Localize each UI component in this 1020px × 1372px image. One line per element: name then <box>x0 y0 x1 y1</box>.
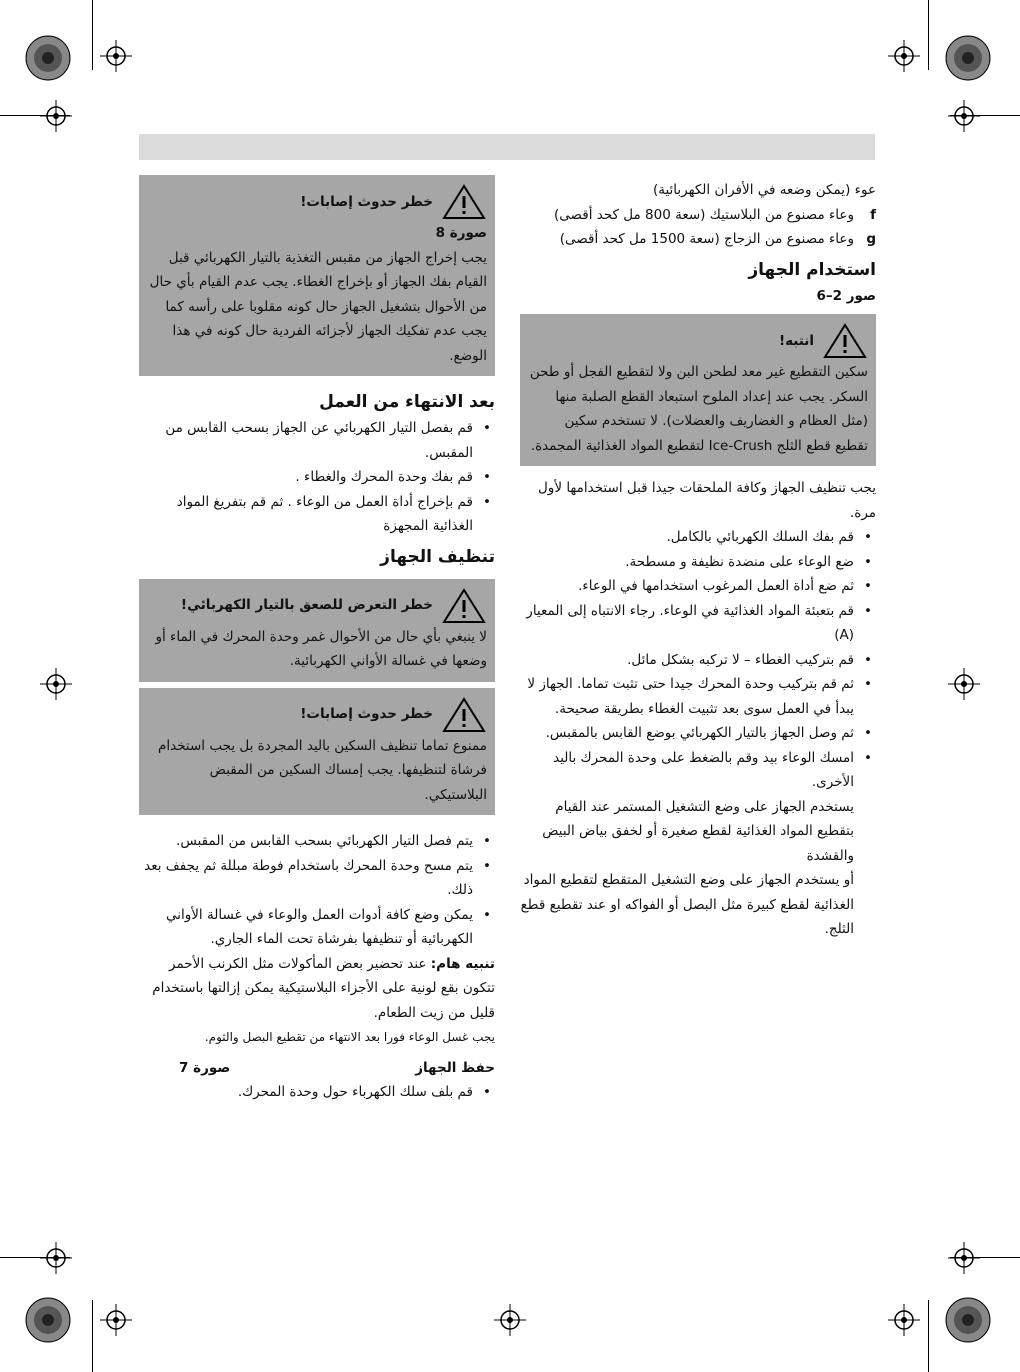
warning-triangle-icon <box>822 322 868 360</box>
list-item: • ثم وصل الجهاز بالتيار الكهربائي بوضع القابس بالمقبس. <box>520 721 876 746</box>
danger-title <box>147 696 487 734</box>
list-item: • ثم قم بتركيب وحدة المحرك جيدا حتى تثبت تماما. الجهاز لا يبدأ في العمل سوى بعد تثبيت الغطاء بطريقة صحيحة. <box>520 672 876 721</box>
color-wheel-icon <box>24 34 72 82</box>
list-item: • يتم مسح وحدة المحرك باستخدام فوطة مبللة ثم يجفف بعد ذلك. <box>139 854 495 903</box>
list-item: • قم بتعبئة المواد الغذائية في الوعاء. رجاء الانتباه إلى المعيار (A) <box>520 599 876 648</box>
color-wheel-icon <box>944 34 992 82</box>
registration-mark-icon <box>888 1304 920 1336</box>
registration-mark-icon <box>40 100 72 132</box>
danger-title-text: خطر حدوث إصابات! <box>300 193 433 210</box>
storage-heading <box>139 1056 495 1081</box>
warning-triangle-icon <box>441 696 487 734</box>
caution-box <box>520 314 876 466</box>
figure-ref: صورة 7 <box>179 1059 231 1076</box>
caution-body: سكين التقطيع غير معد لطحن البن ولا لتقطيع الفجل أو طحن السكر. يجب عند إعداد الملوح استبعاد القطع الصلبة منها (مثل العظام و الغضاريف والعضلات). لا تستخدم سكين تقطيع قطع الثلج Ice-Crush لتقطيع المواد الغذائية المجمدة. <box>529 364 868 454</box>
tip-label: تنبيه هام: <box>430 955 495 972</box>
item-text: وعاء مصنوع من البلاستيك (سعة 800 مل كحد أقصى) <box>554 206 854 223</box>
tip-body: عند تحضير بعض المأكولات مثل الكرنب الأحمر تتكون بقع لونية على الأجزاء البلاستيكية يمكن إزالتها باستخدام قليل من زيت الطعام. <box>152 955 495 1021</box>
list-item: • قم بتركيب الغطاء – لا تركبه بشكل مائل. <box>520 648 876 673</box>
accessory-item-g <box>520 227 876 252</box>
list-item: • يتم فصل التيار الكهربائي بسحب القابس من المقبس. <box>139 829 495 854</box>
crop-mark <box>928 1300 929 1372</box>
accessory-intro: عوء (يمكن وضعه في الأفران الكهربائية) <box>652 182 876 198</box>
registration-mark-icon <box>948 1242 980 1274</box>
item-letter: f <box>870 206 876 223</box>
danger-body: ممنوع تماما تنظيف السكين باليد المجردة بل يجب استخدام فرشاة لتنظيفها. يجب إمساك السكين من المقبض البلاستيكي. <box>158 737 487 803</box>
section-title: حفظ الجهاز <box>415 1059 495 1076</box>
list-item: • قم بفك السلك الكهربائي بالكامل. <box>520 525 876 550</box>
cleaning-intro: يجب تنظيف الجهاز وكافة الملحقات جيدا قبل استخدامها لأول مرة. <box>538 480 876 521</box>
registration-mark-icon <box>100 40 132 72</box>
list-item: • ثم ضع أداة العمل المرغوب استخدامها في الوعاء. <box>520 574 876 599</box>
figure-ref: صورة 8 <box>435 225 487 241</box>
figure-ref: صور 2–6 <box>816 287 876 304</box>
section-title: استخدام الجهاز <box>748 259 876 280</box>
caution-title-text: انتبه! <box>778 332 814 349</box>
registration-mark-icon <box>948 100 980 132</box>
registration-mark-icon <box>494 1304 526 1336</box>
crop-mark <box>92 0 93 70</box>
cleaning-steps <box>139 829 495 952</box>
list-item: • امسك الوعاء بيد وقم بالضغط على وحدة المحرك باليد الأخرى. <box>520 746 876 795</box>
list-item: • قم بلف سلك الكهرباء حول وحدة المحرك. <box>139 1080 495 1105</box>
item-letter: g <box>866 231 876 247</box>
registration-mark-icon <box>948 668 980 700</box>
registration-mark-icon <box>40 668 72 700</box>
right-column <box>520 178 876 942</box>
danger-box <box>139 175 495 376</box>
danger-title-text: خطر حدوث إصابات! <box>300 706 433 723</box>
list-item: • قم بفك وحدة المحرك والغطاء . <box>139 465 495 490</box>
wash-note: يجب غسل الوعاء فورا بعد الانتهاء من تقطيع البصل والثوم. <box>204 1030 495 1044</box>
mode-note-continuous: يستخدم الجهاز على وضع التشغيل المستمر عند القيام بتقطيع المواد الغذائية لقطع صغيرة أو لخفق بياض البيض والقشدة <box>542 798 854 864</box>
danger-body: يجب إخراج الجهاز من مقبس التغذية بالتيار الكهربائي قبل القيام بفك الجهاز أو بإخراج الغطاء. يجب عدم القيام بأي حال من الأحوال بتشغيل الجهاز حال كونه مقلوبا على رأسه كما يجب عدم تفكيك الجهاز لأجزائه الفردية حال كونه في هذا الوضع. <box>149 249 487 364</box>
item-text: وعاء مصنوع من الزجاج (سعة 1500 مل كحد أقصى) <box>559 231 854 247</box>
danger-title <box>147 183 487 221</box>
left-column <box>139 175 495 1105</box>
after-use-steps <box>139 416 495 539</box>
warning-triangle-icon <box>441 587 487 625</box>
registration-mark-icon <box>888 40 920 72</box>
registration-mark-icon <box>40 1242 72 1274</box>
list-item: • يمكن وضع كافة أدوات العمل والوعاء في غسالة الأواني الكهربائية أو تنظيفها بفرشاة تحت الماء الجاري. <box>139 903 495 952</box>
tip-paragraph <box>139 952 495 1026</box>
storage-steps <box>139 1080 495 1105</box>
usage-steps <box>520 525 876 795</box>
list-item: • قم بفصل التيار الكهربائي عن الجهاز بسحب القابس من المقبس. <box>139 416 495 465</box>
section-title: بعد الانتهاء من العمل <box>319 392 495 412</box>
color-wheel-icon <box>944 1296 992 1344</box>
header-bar <box>139 134 875 160</box>
crop-mark <box>92 1300 93 1372</box>
accessory-item-f <box>520 203 876 228</box>
list-item: • قم بإخراج أداة العمل من الوعاء . ثم قم بتفريغ المواد الغذائية المجهزة <box>139 490 495 539</box>
danger-title-text: خطر التعرض للصعق بالتيار الكهربائي! <box>180 597 433 614</box>
crop-mark <box>928 0 929 70</box>
warning-triangle-icon <box>441 183 487 221</box>
danger-box <box>139 579 495 682</box>
list-item: • ضع الوعاء على منضدة نظيفة و مسطحة. <box>520 550 876 575</box>
registration-mark-icon <box>100 1304 132 1336</box>
color-wheel-icon <box>24 1296 72 1344</box>
section-title: تنظيف الجهاز <box>380 546 495 567</box>
mode-note-pulse: أو يستخدم الجهاز على وضع التشغيل المتقطع لتقطيع المواد الغذائية لقطع كبيرة مثل البصل أو الفواكه او عند تقطيع قطع الثلج. <box>520 872 854 937</box>
caution-title <box>528 322 868 360</box>
danger-box <box>139 688 495 816</box>
danger-title <box>147 587 487 625</box>
danger-body: لا ينبغي بأي حال من الأحوال غمر وحدة المحرك في الماء أو وضعها في غسالة الأواني الكهربائية. <box>155 628 487 669</box>
